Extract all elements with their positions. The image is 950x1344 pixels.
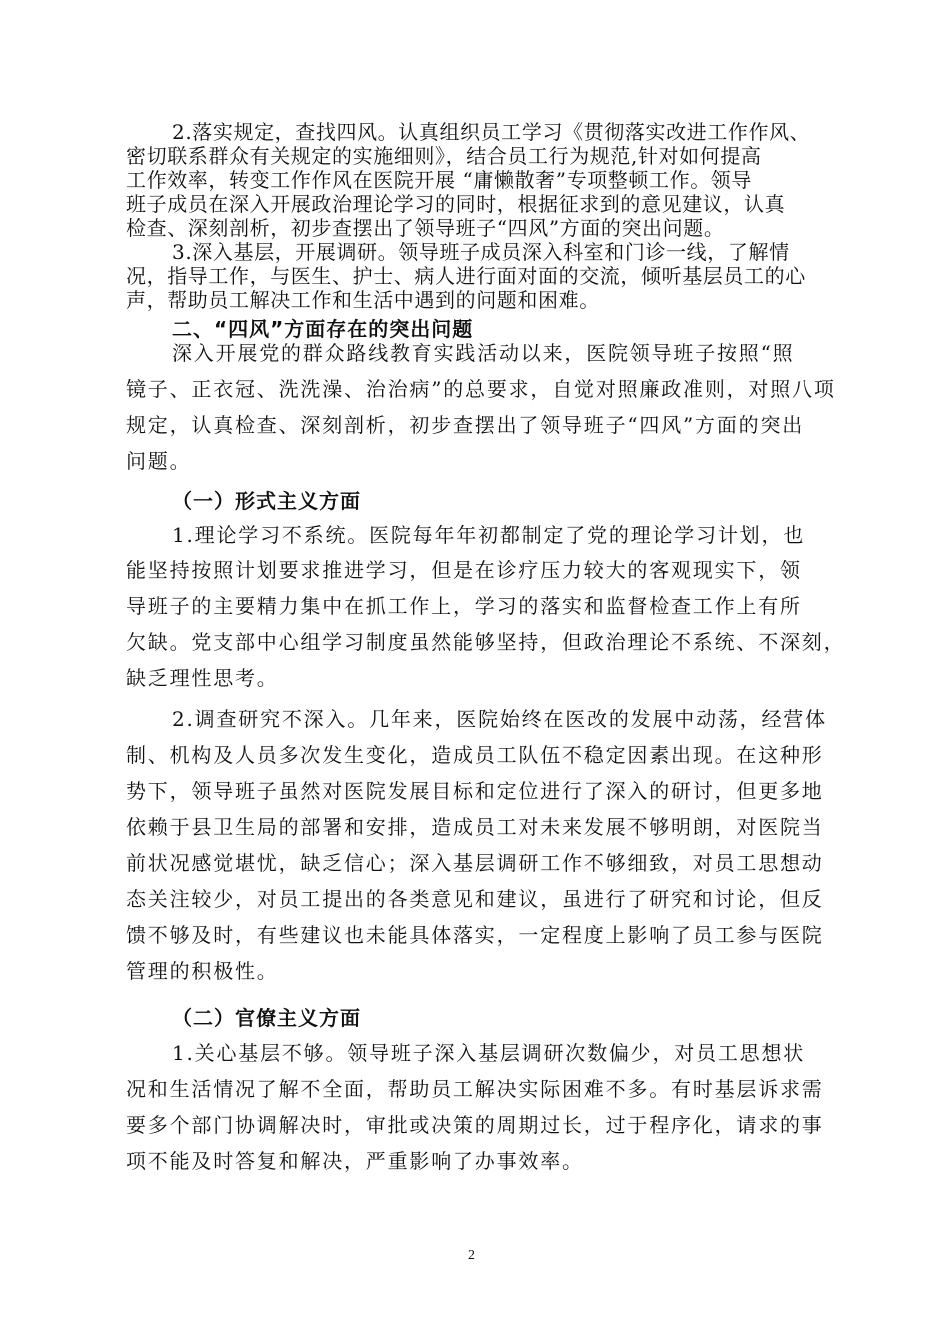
text-line: 1.理论学习不系统。医院每年年初都制定了党的理论学习计划，也 bbox=[172, 523, 806, 547]
text-line: 导班子的主要精力集中在抓工作上，学习的落实和监督检查工作上有所 bbox=[126, 594, 802, 618]
section-heading: （一）形式主义方面 bbox=[172, 489, 361, 513]
text-line: 深入开展党的群众路线教育实践活动以来，医院领导班子按照“照 bbox=[172, 341, 795, 365]
text-line: 镜子、正衣冠、洗洗澡、治治病”的总要求，自觉对照廉政准则，对照八项 bbox=[126, 377, 836, 401]
text-line: 规定，认真检查、深刻剖析，初步查摆出了领导班子“四风”方面的突出 bbox=[126, 413, 805, 437]
text-line: 能坚持按照计划要求推进学习，但是在诊疗压力较大的客观现实下，领 bbox=[126, 558, 802, 582]
text-line: 缺乏理性思考。 bbox=[126, 666, 279, 690]
text-line: 问题。 bbox=[126, 449, 192, 473]
text-line: 欠缺。党支部中心组学习制度虽然能够坚持，但政治理论不系统、不深刻， bbox=[126, 630, 846, 654]
text-line: 态关注较少，对员工提出的各类意见和建议，虽进行了研究和讨论，但反 bbox=[126, 887, 824, 911]
section-heading: 二、“四风”方面存在的突出问题 bbox=[172, 317, 474, 341]
page-number: 2 bbox=[468, 1248, 475, 1263]
text-line: 要多个部门协调解决时，审批或决策的周期过长，过于程序化，请求的事 bbox=[126, 1113, 824, 1137]
text-line: 工作效率，转变工作作风在医院开展 “庸懒散奢”专项整顿工作。领导 bbox=[126, 168, 753, 192]
text-line: 况，指导工作，与医生、护士、病人进行面对面的交流，倾听基层员工的心 bbox=[126, 264, 806, 288]
text-line: 项不能及时答复和解决，严重影响了办事效率。 bbox=[126, 1149, 584, 1173]
text-line: 管理的积极性。 bbox=[126, 959, 279, 983]
text-line: 检查、深刻剖析，初步查摆出了领导班子“四风”方面的突出问题。 bbox=[126, 216, 725, 240]
text-line: 依赖于县卫生局的部署和安排，造成员工对未来发展不够明朗，对医院当 bbox=[126, 815, 824, 839]
text-line: 3.深入基层，开展调研。领导班子成员深入科室和门诊一线，了解情 bbox=[172, 240, 790, 264]
text-line: 制、机构及人员多次发生变化，造成员工队伍不稳定因素出现。在这种形 bbox=[126, 743, 824, 767]
text-line: 前状况感觉堪忧，缺乏信心；深入基层调研工作不够细致，对员工思想动 bbox=[126, 851, 824, 875]
text-line: 况和生活情况了解不全面，帮助员工解决实际困难不多。有时基层诉求需 bbox=[126, 1077, 824, 1101]
text-line: 声，帮助员工解决工作和生活中遇到的问题和困难。 bbox=[126, 288, 600, 312]
text-line: 2.调查研究不深入。几年来，医院始终在医改的发展中动荡，经营体 bbox=[172, 707, 827, 731]
text-line: 密切联系群众有关规定的实施细则》，结合员工行为规范,针对如何提高 bbox=[126, 144, 762, 168]
text-line: 势下，领导班子虽然对医院发展目标和定位进行了深入的研讨，但更多地 bbox=[126, 779, 824, 803]
text-line: 馈不够及时，有些建议也未能具体落实，一定程度上影响了员工参与医院 bbox=[126, 923, 824, 947]
text-line: 2.落实规定，查找四风。认真组织员工学习《贯彻落实改进工作作风、 bbox=[172, 120, 811, 144]
text-line: 1.关心基层不够。领导班子深入基层调研次数偏少，对员工思想状 bbox=[172, 1041, 806, 1065]
section-heading: （二）官僚主义方面 bbox=[172, 1006, 361, 1030]
text-line: 班子成员在深入开展政治理论学习的同时，根据征求到的意见建议，认真 bbox=[126, 192, 786, 216]
